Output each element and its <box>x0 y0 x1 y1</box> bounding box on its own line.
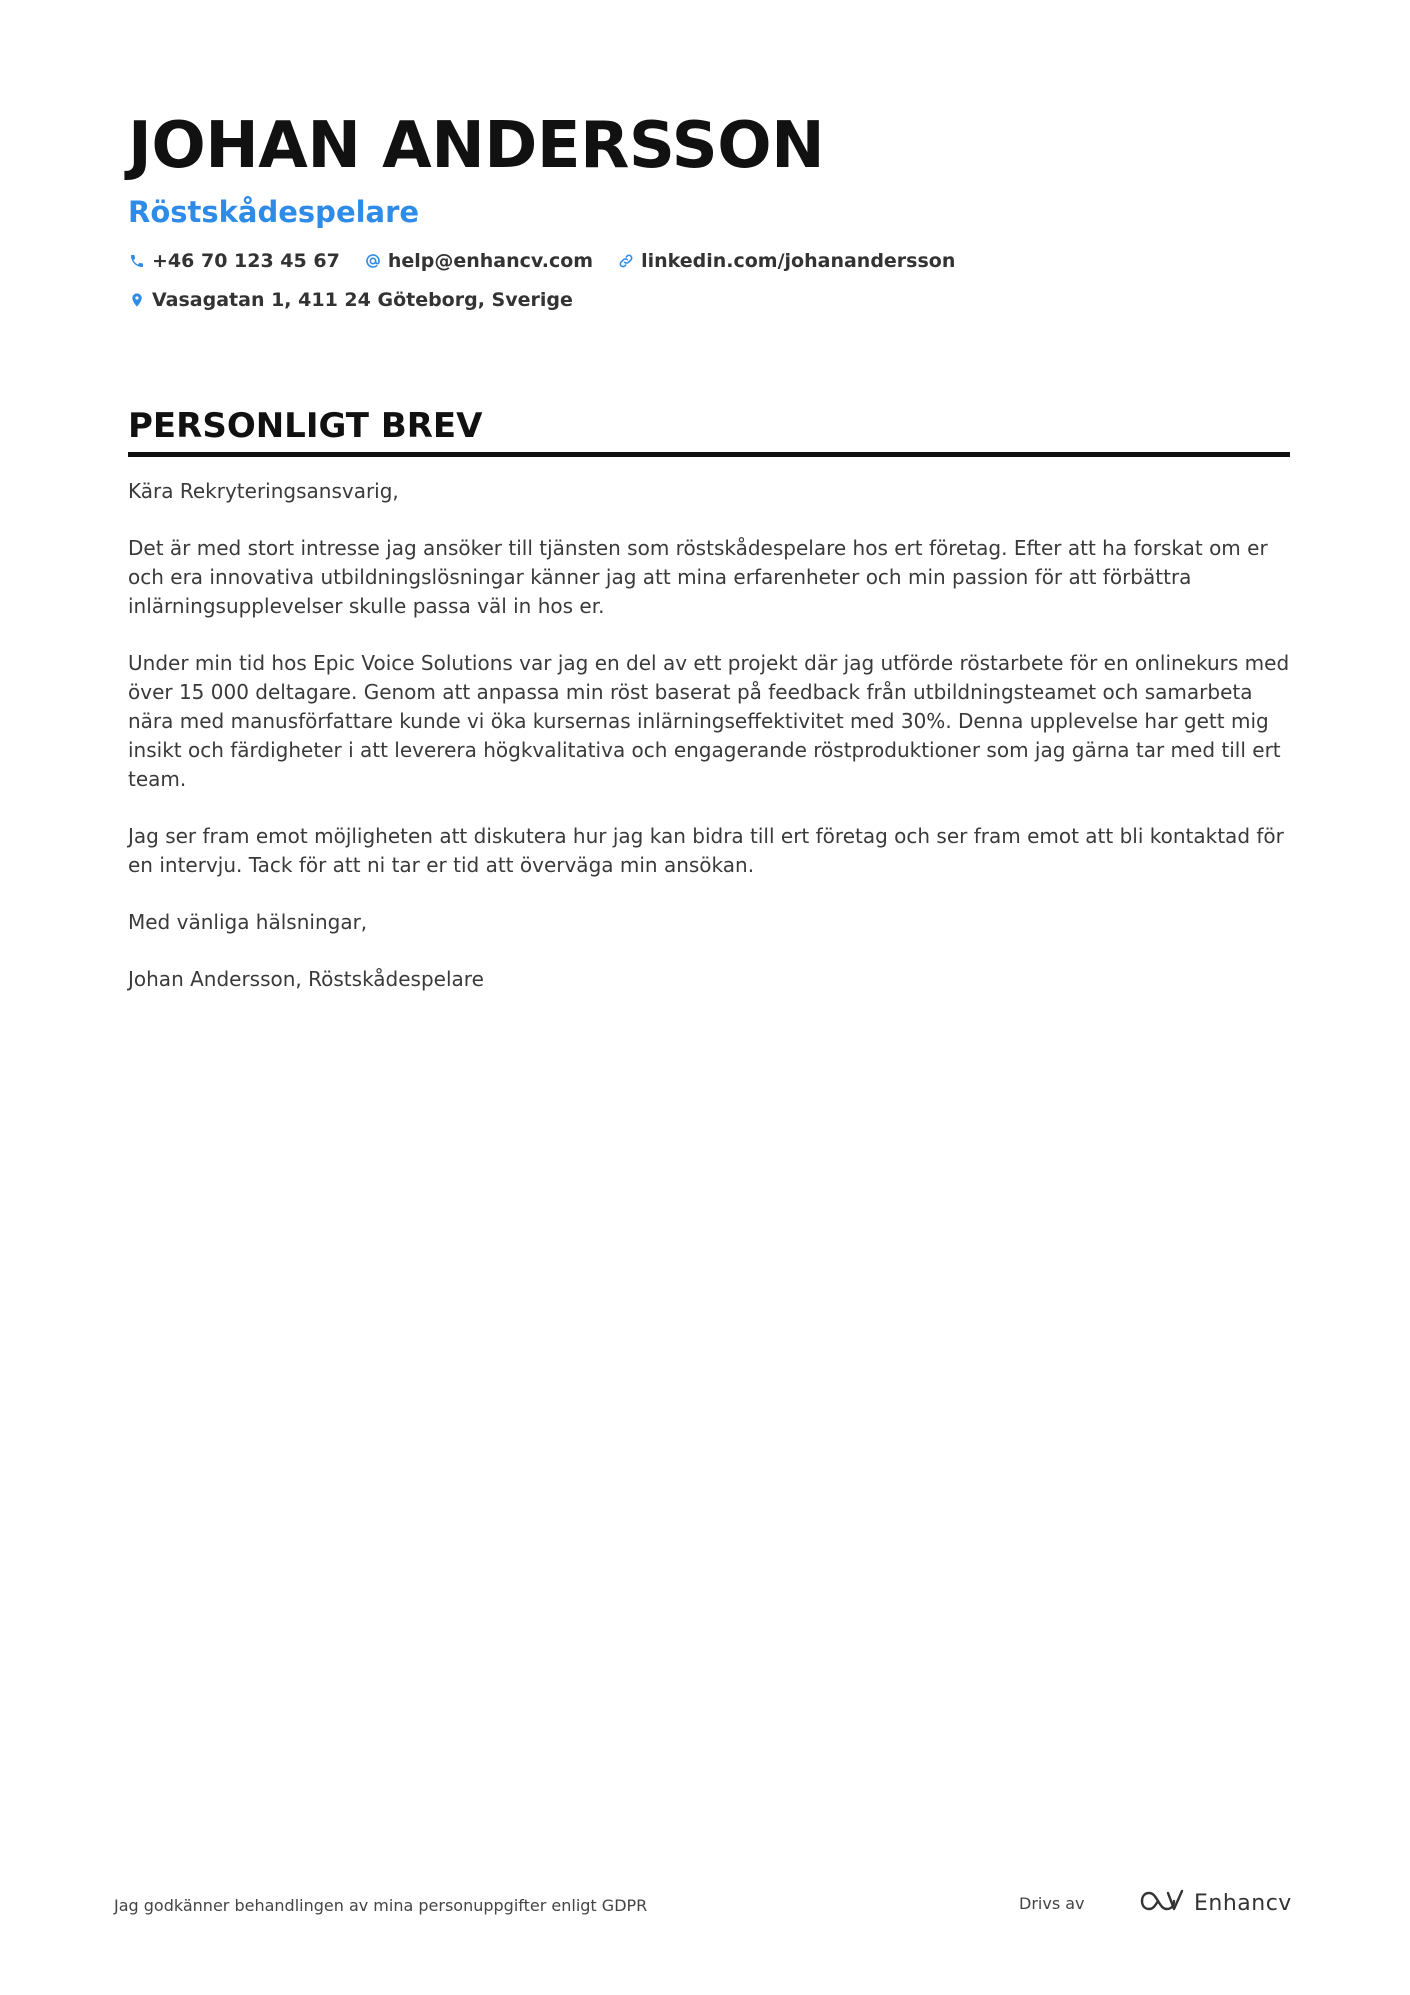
contact-phone <box>128 250 340 272</box>
enhancv-logo-icon <box>1138 1887 1186 1920</box>
letter-paragraph-3: Jag ser fram emot möjligheten att diskutera hur jag kan bidra till ert företag och ser fram emot att bli kontaktad för en intervju. Tack för att ni tar er tid att överväga min ansökan. <box>128 824 1284 877</box>
address-text: Vasagatan 1, 411 24 Göteborg, Sverige <box>152 289 573 311</box>
applicant-name: JOHAN ANDERSSON <box>128 109 825 183</box>
email-text[interactable]: help@enhancv.com <box>387 250 594 272</box>
brand-link[interactable] <box>1138 1886 1292 1920</box>
applicant-title: Röstskådespelare <box>128 195 420 229</box>
footer <box>114 1886 1294 1926</box>
gdpr-consent-text: Jag godkänner behandlingen av mina personuppgifter enligt GDPR <box>114 1896 648 1915</box>
contact-email[interactable] <box>364 250 593 272</box>
letter-paragraph-2: Under min tid hos Epic Voice Solutions var jag en del av ett projekt där jag utförde röstarbete för en onlinekurs med över 15 000 deltagare. Genom att anpassa min röst baserat på feedback från utbildningsteamet och samarbeta nära med manusförfattare kunde vi öka kursernas inlärningseffektivitet med 30%. Denna upplevelse har gett mig insikt och färdigheter i att leverera högkvalitativa och engagerande röstproduktioner som jag gärna tar med till ert team. <box>128 651 1290 791</box>
contact-row-2 <box>128 285 1288 315</box>
header <box>128 108 1288 315</box>
letter-body <box>128 477 1290 994</box>
letter-paragraph-1: Det är med stort intresse jag ansöker till tjänsten som röstskådespelare hos ert företag. Efter att ha forskat om er och era innovativa utbildningslösningar känner jag att mina erfarenheter och min passion för att förbättra inlärningsupplevelser skulle passa väl in hos er. <box>128 536 1268 618</box>
link-icon <box>617 252 635 270</box>
phone-icon <box>128 252 146 270</box>
letter-signature: Johan Andersson, Röstskådespelare <box>128 967 484 991</box>
section-title: PERSONLIGT BREV <box>128 404 1290 457</box>
letter-greeting: Kära Rekryteringsansvarig, <box>128 479 399 503</box>
location-pin-icon <box>128 291 146 309</box>
phone-text: +46 70 123 45 67 <box>152 250 340 272</box>
at-icon <box>364 252 382 270</box>
contact-row-1 <box>128 246 1288 276</box>
letter-closing: Med vänliga hälsningar, <box>128 910 368 934</box>
linkedin-text[interactable]: linkedin.com/johanandersson <box>641 250 956 272</box>
cover-letter-section <box>128 404 1290 1022</box>
contact-address <box>128 289 573 311</box>
contact-linkedin[interactable] <box>617 250 955 272</box>
brand-name[interactable]: Enhancv <box>1194 1890 1292 1916</box>
powered-by-text: Drivs av <box>1019 1894 1085 1913</box>
